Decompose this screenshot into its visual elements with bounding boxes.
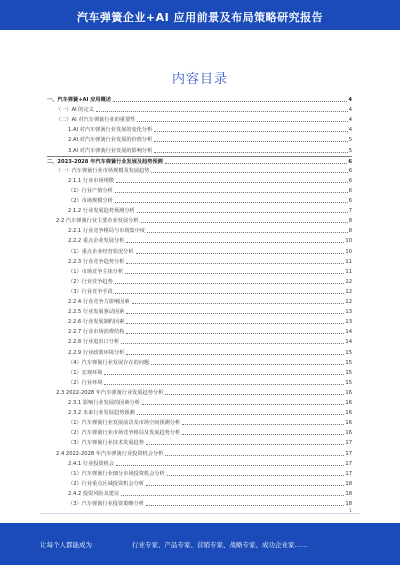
toc-entry[interactable] — [47, 368, 352, 376]
toc-entry[interactable] — [47, 247, 352, 255]
toc-entry[interactable] — [47, 125, 352, 133]
toc-entry-label: （1）宏观环境 — [68, 369, 103, 376]
toc-leader-dots — [126, 333, 344, 334]
toc-entry-label: （1）行业产值分析 — [68, 187, 113, 194]
toc-entry-page: 13 — [345, 319, 352, 326]
toc-leader-dots — [126, 242, 344, 243]
toc-entry-page: 17 — [345, 470, 352, 477]
toc-entry-label: （1）市场竞争主体分析 — [68, 268, 124, 275]
toc-entry-page: 16 — [345, 430, 352, 437]
toc-entry[interactable] — [47, 307, 352, 315]
toc-leader-dots — [165, 163, 348, 164]
toc-leader-dots — [146, 485, 344, 486]
toc-entry[interactable] — [47, 257, 352, 265]
toc-entry[interactable] — [47, 348, 352, 356]
toc-entry[interactable] — [47, 267, 352, 275]
toc-leader-dots — [115, 192, 348, 193]
toc-entry[interactable] — [47, 408, 352, 416]
toc-entry-label: 2.2.5 行业发展驱动因素 — [68, 309, 125, 316]
toc-entry-label: （1）重点企业经营状况分析 — [68, 248, 134, 255]
toc-leader-dots — [116, 182, 348, 183]
toc-entry-label: （4）汽车弹簧行业发展存在的问题 — [68, 359, 150, 366]
toc-leader-dots — [147, 232, 348, 233]
toc-leader-dots — [126, 263, 344, 264]
toc-leader-dots — [165, 394, 344, 395]
toc-leader-dots — [154, 152, 347, 153]
toc-entry-label: 2.2.4 行业竞争力影响因素 — [68, 299, 130, 305]
toc-entry-label: （二）AI 对汽车弹簧行业的重要性 — [56, 117, 136, 124]
toc-entry-page: 6 — [348, 158, 352, 165]
toc-entry-label: 二、2023-2028 年汽车弹簧行业发展及趋势预测 — [47, 158, 163, 165]
toc-entry-label: 2.3.1 影响行业发展的因素分析 — [68, 400, 140, 406]
toc-leader-dots — [116, 465, 344, 466]
toc-entry[interactable] — [47, 135, 352, 143]
footer-divider — [40, 513, 360, 514]
toc-entry-page: 6 — [348, 187, 352, 194]
toc-entry-label: 3.AI 对汽车弹簧行业发展的影响分析 — [68, 147, 153, 154]
toc-entry-label: （2）汽车弹簧行业市场竞争格局及发展趋势分析 — [68, 430, 181, 437]
toc-leader-dots — [136, 253, 345, 254]
toc-entry-label: 2.2.8 行业进出口分析 — [68, 339, 120, 346]
toc-entry[interactable] — [47, 226, 352, 234]
toc-entry-label: 2.3.2 未来行业发展趋势预测 — [68, 410, 135, 417]
toc-entry-page: 7 — [348, 208, 352, 215]
toc-entry[interactable] — [47, 277, 352, 285]
toc-entry-page: 17 — [345, 460, 352, 467]
toc-entry-page: 18 — [345, 490, 352, 497]
toc-leader-dots — [165, 455, 344, 456]
toc-entry[interactable] — [47, 428, 352, 436]
toc-entry[interactable] — [47, 176, 352, 184]
toc-entry-page: 16 — [345, 400, 352, 406]
toc-entry[interactable] — [47, 216, 352, 224]
toc-leader-dots — [182, 424, 344, 425]
toc-entry-page: 11 — [345, 258, 352, 265]
toc-entry[interactable] — [47, 236, 352, 244]
toc-entry-page: 15 — [345, 349, 352, 356]
toc-leader-dots — [126, 323, 344, 324]
toc-entry-page: 4 — [348, 127, 352, 134]
toc-entry-label: （2）行业重点区域投资机会分析 — [68, 480, 144, 487]
toc-entry-label: 2.4 2022-2028 年汽车弹簧行业投资机会分析 — [56, 450, 164, 457]
toc-leader-dots — [154, 141, 347, 142]
toc-entry[interactable] — [47, 196, 352, 204]
toc-entry-label: 2.4.2 投资风险及建议 — [68, 490, 120, 497]
toc-entry[interactable] — [47, 358, 352, 366]
toc-entry-page: 16 — [345, 389, 352, 396]
toc-entry-label: （3）汽车弹簧行业技术发展趋势 — [68, 440, 144, 447]
toc-entry-page: 8 — [348, 228, 352, 235]
toc-heading: 内容目录 — [171, 72, 228, 87]
toc-entry-page: 14 — [345, 329, 352, 336]
toc-entry-label: 2.3 2022-2028 年汽车弹簧行业发展趋势分析 — [56, 389, 164, 396]
toc-leader-dots — [141, 222, 348, 223]
toc-entry-page: 6 — [348, 177, 352, 184]
toc-entry-label: 2.2.7 行业市场消费结构 — [68, 329, 125, 336]
toc-entry[interactable] — [47, 317, 352, 325]
toc-leader-dots — [167, 475, 345, 476]
toc-entry-label: （1）汽车弹簧行业发展前景及市场空间预测分析 — [68, 420, 181, 427]
toc-entry[interactable] — [47, 469, 352, 477]
toc-leader-dots — [96, 111, 348, 112]
toc-leader-dots — [154, 131, 347, 132]
toc-entry[interactable] — [47, 378, 352, 386]
toc-entry[interactable] — [47, 388, 352, 396]
table-of-contents — [47, 95, 352, 515]
toc-entry[interactable] — [47, 115, 352, 123]
toc-leader-dots — [142, 404, 344, 405]
toc-entry-label: （3）行业竞争手段 — [68, 288, 113, 295]
toc-entry-page: 8 — [348, 218, 352, 225]
toc-entry-page: 18 — [345, 480, 352, 487]
footer-slogan-right: 行业专家、产品专家、营销专家、战略专家、成功企业家…… — [132, 541, 308, 549]
toc-leader-dots — [137, 414, 345, 415]
toc-leader-dots — [115, 293, 345, 294]
toc-entry-page: 4 — [348, 97, 352, 103]
toc-entry[interactable] — [47, 337, 352, 345]
toc-entry-page: 12 — [345, 278, 352, 285]
toc-entry-page: 17 — [345, 450, 352, 457]
toc-leader-dots — [151, 364, 344, 365]
toc-entry[interactable] — [47, 459, 352, 467]
report-header-bar — [0, 0, 400, 30]
toc-entry-label: 2.4.1 行业投资机会 — [68, 460, 114, 467]
toc-entry-page: 17 — [345, 440, 352, 447]
toc-entry[interactable] — [47, 438, 352, 446]
toc-entry-page: 6 — [348, 198, 352, 204]
footer-bar — [0, 523, 400, 565]
toc-entry-label: 2.1.2 行业发展趋势预测分析 — [68, 208, 135, 215]
toc-entry[interactable] — [47, 186, 352, 194]
toc-leader-dots — [126, 354, 344, 355]
toc-entry[interactable] — [47, 156, 352, 165]
toc-leader-dots — [132, 303, 345, 304]
toc-entry-page: 5 — [348, 147, 352, 154]
toc-entry-label: 1.AI 对汽车弹簧行业发展的变化分析 — [68, 127, 153, 134]
toc-leader-dots — [126, 313, 344, 314]
toc-entry[interactable] — [47, 449, 352, 457]
toc-leader-dots — [104, 384, 344, 385]
toc-entry-label: 一、汽车弹簧+AI 应用概述 — [47, 97, 111, 103]
toc-leader-dots — [104, 374, 344, 375]
toc-entry-page: 16 — [345, 420, 352, 427]
toc-entry-label: （一）AI 的定义 — [56, 107, 94, 114]
toc-leader-dots — [115, 283, 345, 284]
toc-entry-page: 6 — [348, 167, 352, 174]
toc-entry[interactable] — [47, 418, 352, 426]
toc-entry[interactable] — [47, 105, 352, 113]
toc-entry-label: （2）市场规模分析 — [68, 198, 113, 204]
toc-entry[interactable] — [47, 398, 352, 406]
toc-entry-page: 11 — [345, 268, 352, 275]
toc-entry-label: 2.AI 对汽车弹簧行业发展的价值分析 — [68, 137, 153, 144]
toc-entry-label: 2.2.3 行业竞争趋势分析 — [68, 258, 125, 265]
toc-entry[interactable] — [47, 479, 352, 487]
toc-entry-page: 15 — [345, 379, 352, 386]
toc-leader-dots — [121, 495, 344, 496]
toc-entry-page: 14 — [345, 339, 352, 346]
toc-entry-page: 15 — [345, 369, 352, 376]
toc-leader-dots — [115, 202, 348, 203]
toc-entry-label: 2.2.2 重点企业发展分析 — [68, 238, 125, 245]
toc-leader-dots — [137, 212, 348, 213]
toc-entry-page: 4 — [348, 107, 352, 114]
toc-leader-dots — [121, 343, 344, 344]
toc-entry-page: 5 — [348, 137, 352, 144]
toc-entry[interactable] — [47, 166, 352, 174]
toc-entry[interactable] — [47, 489, 352, 497]
toc-entry-label: 2.2.6 行业发展制约因素 — [68, 319, 125, 326]
toc-leader-dots — [182, 434, 344, 435]
toc-entry-label: （3）汽车弹簧行业投资策略分析 — [68, 501, 144, 507]
toc-entry-label: 2.2 汽车弹簧行业主要企业发展分析 — [56, 218, 139, 225]
toc-leader-dots — [137, 121, 347, 122]
page-number: 1 — [349, 509, 352, 514]
toc-entry-page: 4 — [348, 117, 352, 124]
toc-entry-label: （1）汽车弹簧行业细分市场投资机会分析 — [68, 470, 165, 477]
toc-entry-page: 15 — [345, 359, 352, 366]
toc-entry[interactable] — [47, 95, 352, 103]
toc-entry[interactable] — [47, 206, 352, 214]
toc-entry-label: 2.1.1 行业市场规模 — [68, 177, 114, 184]
toc-leader-dots — [151, 172, 347, 173]
footer-slogan-left: 让每个人都能成为 — [40, 541, 92, 549]
toc-entry-page: 10 — [345, 238, 352, 245]
report-title: 汽车弹簧企业+AI 应用前景及布局策略研究报告 — [76, 11, 324, 24]
toc-entry-label: （一）汽车弹簧行业市场规模及发展趋势 — [56, 167, 150, 174]
toc-entry[interactable] — [47, 287, 352, 295]
toc-entry[interactable] — [47, 146, 352, 154]
toc-entry-label: （2）行业环境 — [68, 379, 103, 386]
toc-entry-page: 16 — [345, 410, 352, 417]
toc-entry-page: 10 — [345, 248, 352, 255]
toc-leader-dots — [113, 101, 347, 102]
toc-entry-label: 2.2.9 行业政策环境分析 — [68, 349, 125, 356]
toc-entry[interactable] — [47, 297, 352, 305]
toc-entry-page: 12 — [345, 299, 352, 305]
toc-leader-dots — [146, 444, 344, 445]
toc-entry-page: 13 — [345, 309, 352, 316]
toc-entry-label: （2）行业竞争趋势 — [68, 278, 113, 285]
toc-entry-page: 18 — [345, 501, 352, 507]
toc-entry[interactable] — [47, 499, 352, 507]
toc-leader-dots — [125, 273, 344, 274]
toc-entry-label: 2.2.1 行业竞争格局与市场集中度 — [68, 228, 146, 235]
toc-entry-page: 12 — [345, 288, 352, 295]
toc-entry[interactable] — [47, 327, 352, 335]
toc-leader-dots — [146, 505, 344, 506]
